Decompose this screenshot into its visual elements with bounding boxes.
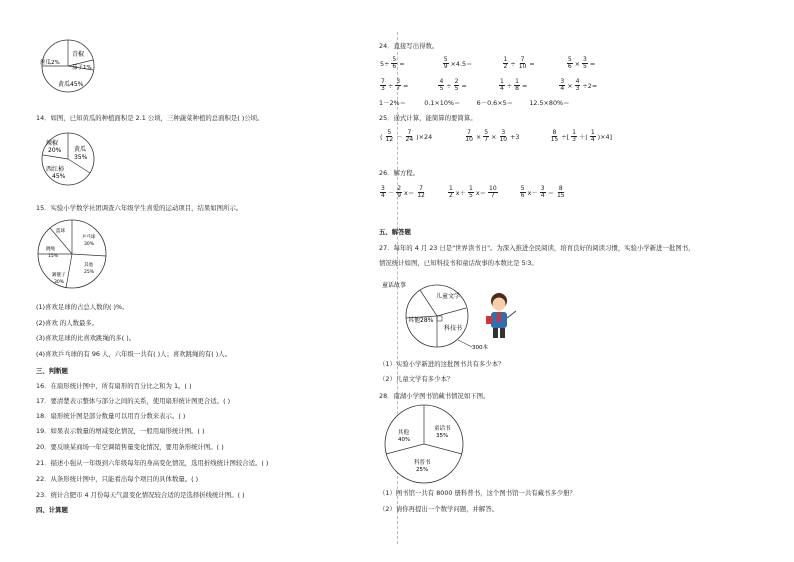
q27-sub-2: （2）儿童文学有多少本？ xyxy=(379,375,454,383)
calc-row-1: 5÷ $\frac{5}{6}$ = $\frac{5}{9}$ ×4.5＝ $\frac{1}{2}$ ÷ $\frac{7}{10}$ = $\frac{5}{6}$ × $\frac{3}{5}$ = xyxy=(380,55,596,70)
teacher-pointer xyxy=(507,311,516,318)
pie15-label: 25% xyxy=(84,270,95,275)
teacher-illustration xyxy=(484,290,518,340)
calc-row-2: $\frac{7}{3}$ ÷ $\frac{3}{7}$ = $\frac{4}{5}$ ÷ $\frac{2}{5}$ = $\frac{1}{4}$ ÷ $\frac{1}{8}$ = $\frac{3}{4}$ × $\frac{4}{3}$ ÷2= xyxy=(381,77,598,92)
question-15: 15．实验小学数学社团调查六年级学生喜爱的运动项目，结果如图所示。 xyxy=(36,204,243,212)
q15-sub-1: (1)喜欢足球的占总人数的( )%。 xyxy=(36,303,129,311)
question-14: 14．如图，已知黄瓜的种植面积是 2.1 公顷，三种蔬菜种植的总面积是( )公顷。 xyxy=(36,114,264,122)
pie13-label: 青椒 xyxy=(72,51,85,58)
question-24: 24．直接写出得数。 xyxy=(379,42,439,50)
q15-sub-4: (4)喜欢乒乓球的有 96 人，六年级一共有( )人；喜欢跳绳的有( )人。 xyxy=(36,350,232,358)
pie-chart-14 xyxy=(34,131,106,187)
judge-17: 17．要清楚表示整体与部分之间的关系，使用扇形统计图更合适。( ) xyxy=(36,397,231,405)
pie28-label: 科普书 xyxy=(414,460,431,466)
pie15-label: 其他 xyxy=(84,263,93,268)
pie28-label: 35% xyxy=(436,433,449,439)
pie15-label: 踢毽子 xyxy=(52,273,66,278)
q27-sub-1: （1）实验小学新进的这批图书共有多少本？ xyxy=(379,360,505,368)
pie27-label: 300本 xyxy=(472,345,488,350)
judge-16: 16．在扇形统计图中，所有扇形的百分比之和为 1。( ) xyxy=(36,382,192,390)
teacher-leg xyxy=(493,328,498,338)
pie27-label: 科技书 xyxy=(444,325,463,332)
q28-sub-2: （2）请你再提出一个数学问题，并解答。 xyxy=(379,505,499,513)
pie15-label: 跳绳 xyxy=(46,247,55,252)
q27-text-1: 27．每年的 4 月 23 日是"世界读书日"。为深入推进全民阅读，培育良好的阅读习惯，实验小学新进一批图书， xyxy=(379,244,695,252)
pie-chart-13 xyxy=(36,38,100,94)
pie15-label: 30% xyxy=(84,242,95,247)
section-4-heading: 四、计算题 xyxy=(36,506,68,514)
teacher-leg xyxy=(500,328,505,338)
judge-20: 20．要反映某商场一年空调销售量变化情况，要用条形统计图。( ) xyxy=(36,443,224,451)
pie15-label: 15% xyxy=(48,254,59,259)
teacher-face xyxy=(493,298,506,311)
q27-text-2: 情况统计如图，已知科技书和童话故事的本数比是 5∶3。 xyxy=(379,259,538,267)
q15-sub-2: (2)喜欢 的人数最多。 xyxy=(36,319,99,327)
teacher-tie xyxy=(497,312,501,322)
pie14-label: 黄瓜 xyxy=(74,146,87,153)
pie-chart-15 xyxy=(36,216,110,292)
judge-23: 23．统计合肥市 4 月份每天气温变化情况较合适的是选择折线统计图。( ) xyxy=(36,491,245,499)
pie14-label: 西红柿 xyxy=(46,166,65,173)
pie13-label: 丝瓜2% xyxy=(40,60,60,66)
pie15-label: 乒乓球 xyxy=(82,235,96,240)
pie15-label: 篮球 xyxy=(56,229,65,234)
judge-19: 19．如果表示数量的增减变化情况，一般用扇形统计图。( ) xyxy=(36,427,205,435)
question-26: 26．解方程。 xyxy=(379,169,420,177)
pie28-label: 25% xyxy=(416,467,429,473)
q15-sub-3: (3)喜欢足球的比喜欢跳绳的多( )。 xyxy=(36,334,136,342)
section-5-heading: 五、解答题 xyxy=(379,228,411,236)
equation-row: $\frac{3}{4}$ － $\frac{2}{9}$ x＝ $\frac{7}{12}$ $\frac{1}{2}$ x＋ $\frac{1}{5}$ x＝ $\frac{10}{7}$ $\frac{5}{6}$ x－ $\frac{3}{4}$ ＝ $\frac{8}{15}$ xyxy=(381,184,565,199)
teacher-book xyxy=(486,316,492,324)
section-3-heading: 三、判断题 xyxy=(36,367,68,375)
judge-18: 18．扇形统计图是部分数量可以用百分数来表示。( ) xyxy=(36,412,186,420)
question-25: 25．递式计算，能简算的要简算。 xyxy=(379,114,477,122)
pie27-label: 童话故事 xyxy=(382,282,407,289)
pie27-label: 其他28% xyxy=(408,317,434,324)
pie28-label: 童话书 xyxy=(434,426,451,432)
pie13-label: 茄子1% xyxy=(72,65,92,71)
calc-row-4: ( $\frac{5}{12}$ － $\frac{7}{24}$ )×24 $\frac{7}{10}$ × $\frac{5}{7}$ × $\frac{3}{10}$ +3 $\frac{8}{15}$ ÷[ $\frac{1}{3}$ ＋( $\frac{1}{4}$ )×4] xyxy=(380,128,613,143)
q28-sub-1: （1）图书馆一共有 8000 册科普书，这个图书馆一共有藏书多少册？ xyxy=(379,489,576,497)
pie-chart-28 xyxy=(382,402,466,486)
question-28: 28．南湖小学图书馆藏书情况如下图。 xyxy=(379,392,490,400)
pie15-label: 30% xyxy=(54,280,65,285)
judge-22: 22．从条形统计图中，只能看出每个项目的具体数量。( ) xyxy=(36,475,199,483)
pie14-label: 35% xyxy=(74,154,88,161)
pie27-label: 儿童文学 xyxy=(436,293,461,300)
pie14-label: 20% xyxy=(48,147,62,154)
pie14-label: 45% xyxy=(52,173,66,180)
pie14-label: 辣椒 xyxy=(46,140,59,147)
pie27-pointer xyxy=(458,340,472,347)
pie28-label: 其他 xyxy=(398,430,410,436)
calc-row-3: 1－2%＝ 0.1×10%＝ 6－0.6×5＝ 12.5×80%＝ xyxy=(379,99,570,107)
judge-21: 21．描述小强从一年级到六年级每年的身高变化情况，选用折线统计图较合适。( ) xyxy=(36,459,269,467)
pie13-label: 黄瓜45% xyxy=(58,81,84,88)
pie28-label: 40% xyxy=(398,437,411,443)
